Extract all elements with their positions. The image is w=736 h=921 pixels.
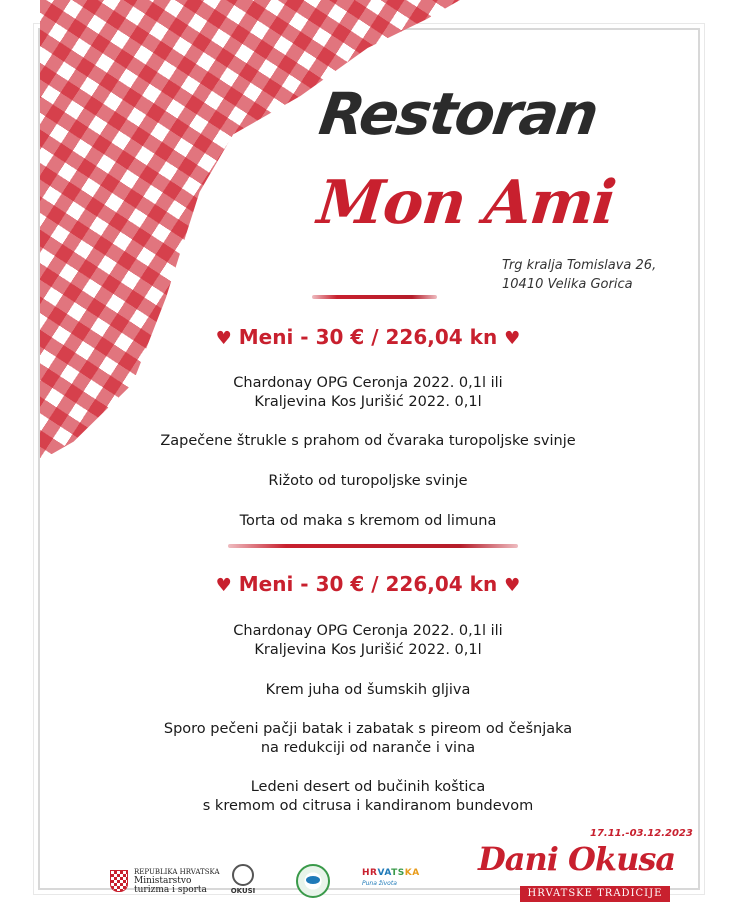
hrvatska-slogan: Puna života bbox=[362, 880, 397, 887]
event-subtitle-ribbon: HRVATSKE TRADICIJE bbox=[520, 886, 670, 902]
hrv-part: TS bbox=[391, 868, 405, 878]
hrv-part: HR bbox=[362, 868, 378, 878]
heart-icon: ♥ bbox=[215, 328, 232, 349]
heart-icon: ♥ bbox=[504, 328, 521, 349]
address-line1: Trg kralja Tomislava 26, bbox=[502, 258, 657, 273]
menu-1-item-main bbox=[100, 472, 636, 491]
restaurant-title-line1: Restoran bbox=[315, 80, 602, 148]
fish-icon bbox=[306, 876, 320, 884]
menu-2-item-soup bbox=[100, 681, 636, 700]
item-line: na redukciji od naranče i vina bbox=[260, 740, 476, 756]
event-dates: 17.11.-03.12.2023 bbox=[590, 828, 693, 839]
okusi-logo bbox=[228, 864, 258, 895]
okusi-emblem-icon bbox=[232, 864, 254, 886]
brush-divider-top bbox=[312, 295, 437, 299]
hrv-part: VA bbox=[377, 868, 392, 878]
restaurant-address bbox=[502, 256, 702, 294]
ministry-line1: REPUBLIKA HRVATSKA bbox=[134, 868, 220, 876]
item-line: Krem juha od šumskih gljiva bbox=[265, 682, 471, 698]
menu-1-item-dessert bbox=[100, 512, 636, 531]
address-line2: 10410 Velika Gorica bbox=[502, 277, 633, 292]
item-line: Chardonay OPG Ceronja 2022. 0,1l ili bbox=[233, 375, 503, 391]
item-line: Chardonay OPG Ceronja 2022. 0,1l ili bbox=[233, 623, 503, 639]
event-title: Dani Okusa bbox=[478, 840, 676, 878]
brush-divider-middle bbox=[228, 544, 518, 548]
item-line: Kraljevina Kos Jurišić 2022. 0,1l bbox=[254, 642, 482, 658]
item-line: Zapečene štrukle s prahom od čvaraka turopoljske svinje bbox=[160, 433, 576, 449]
item-line: Sporo pečeni pačji batak i zabatak s pireom od češnjaka bbox=[163, 721, 573, 737]
item-line: s kremom od citrusa i kandiranom bundevom bbox=[202, 798, 534, 814]
menu-1-heading-text: Meni - 30 € / 226,04 kn bbox=[238, 325, 498, 349]
okusi-label: OKUSI bbox=[230, 887, 256, 895]
hrvatska-wordmark bbox=[362, 868, 420, 878]
menu-1-item-wine bbox=[100, 374, 636, 412]
menu-2-item-main bbox=[100, 720, 636, 758]
ministry-line3: turizma i sporta bbox=[134, 885, 207, 895]
menu-2-heading bbox=[0, 572, 736, 596]
green-fish-logo bbox=[296, 864, 330, 898]
ministry-line2: Ministarstvo bbox=[134, 876, 192, 886]
item-line: Ledeni desert od bučinih koštica bbox=[250, 779, 486, 795]
menu-1-heading bbox=[0, 325, 736, 349]
heart-icon: ♥ bbox=[504, 575, 521, 596]
menu-1-item-starter bbox=[100, 432, 636, 451]
ministry-logo-text bbox=[134, 868, 220, 895]
hrvatska-tourism-logo bbox=[362, 868, 420, 887]
croatian-coat-of-arms-icon bbox=[110, 870, 128, 892]
hrv-part: KA bbox=[404, 868, 420, 878]
menu-2-item-dessert bbox=[100, 778, 636, 816]
heart-icon: ♥ bbox=[215, 575, 232, 596]
item-line: Rižoto od turopoljske svinje bbox=[268, 473, 468, 489]
restaurant-title-line2: Mon Ami bbox=[314, 168, 619, 238]
menu-2-heading-text: Meni - 30 € / 226,04 kn bbox=[238, 572, 498, 596]
menu-2-item-wine bbox=[100, 622, 636, 660]
item-line: Torta od maka s kremom od limuna bbox=[239, 513, 497, 529]
ministry-logo bbox=[110, 868, 220, 898]
item-line: Kraljevina Kos Jurišić 2022. 0,1l bbox=[254, 394, 482, 410]
